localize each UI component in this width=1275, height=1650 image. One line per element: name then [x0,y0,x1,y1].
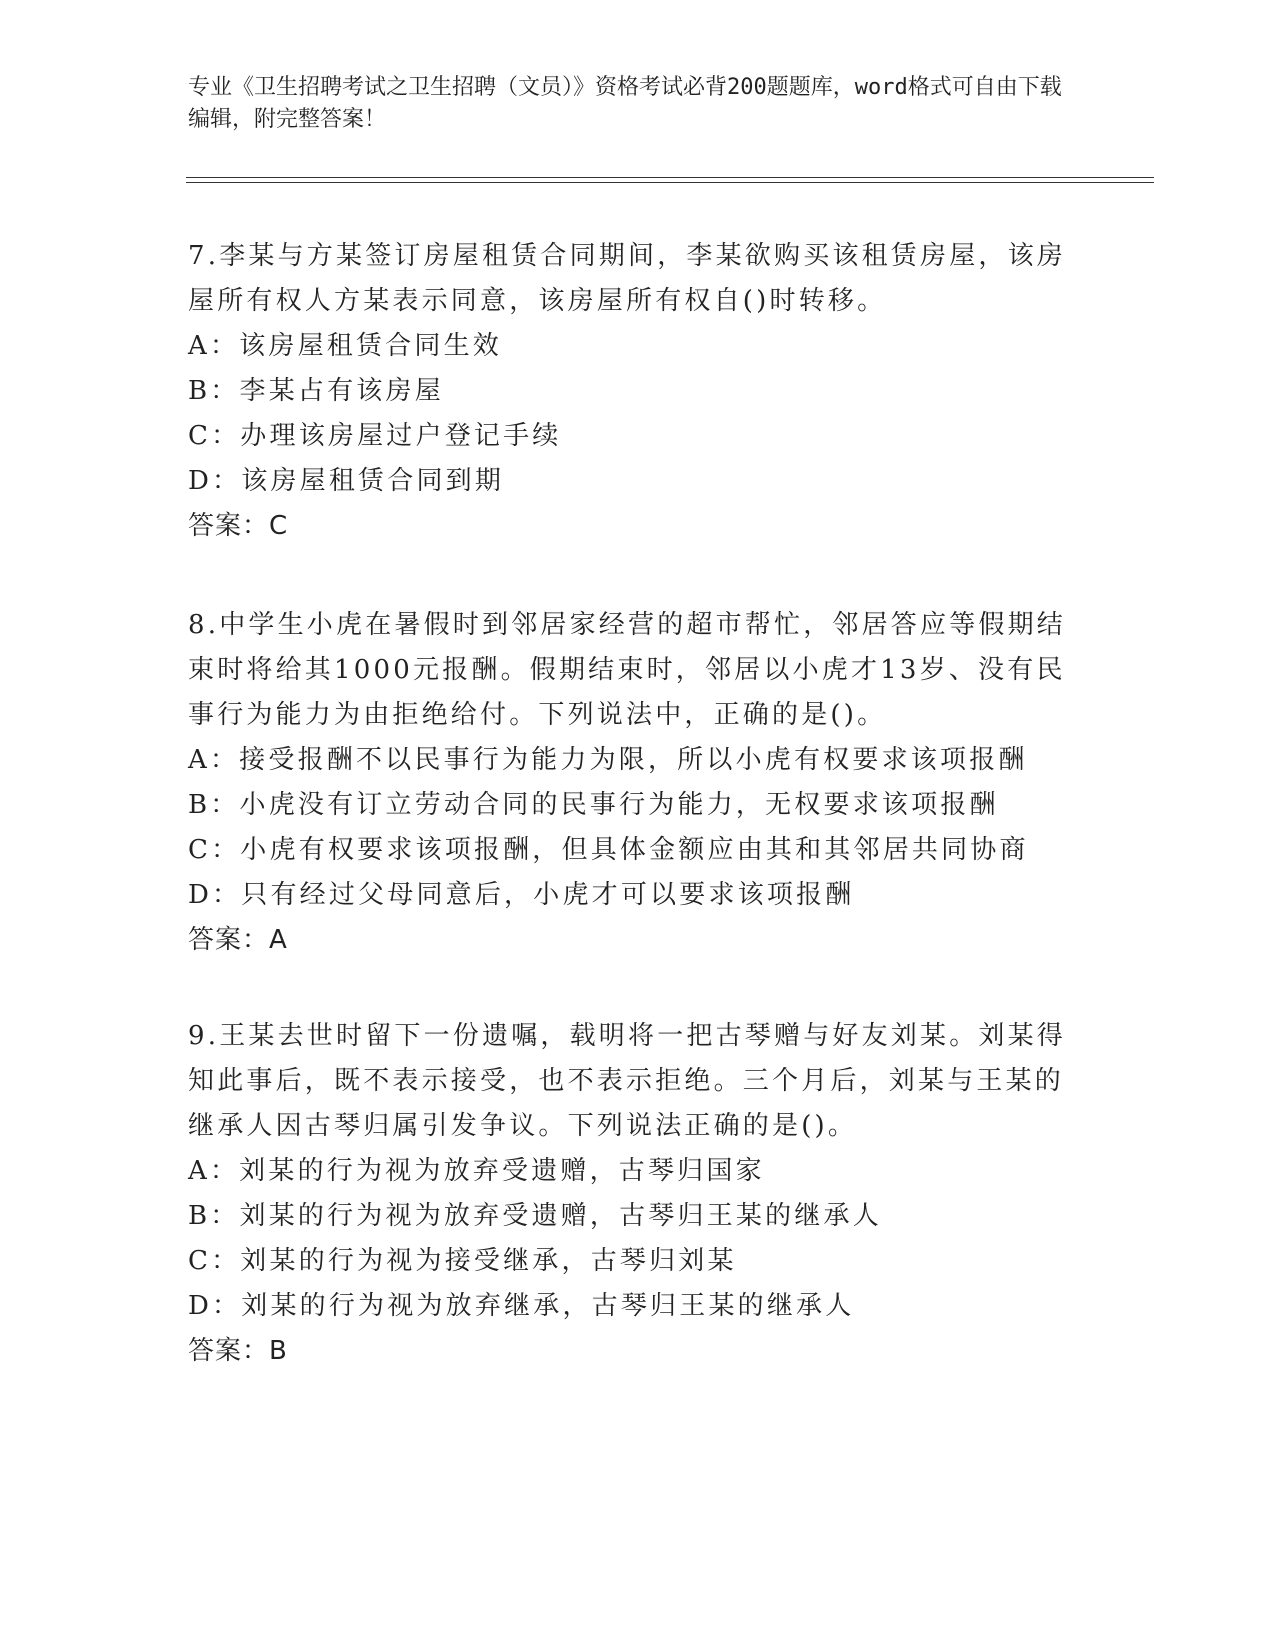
document-header: 专业《卫生招聘考试之卫生招聘（文员）》资格考试必背200题题库，word格式可自由下载编辑，附完整答案！ [188,75,1062,132]
question-stem: 8.中学生小虎在暑假时到邻居家经营的超市帮忙，邻居答应等假期结束时将给其1000元报酬。假期结束时，邻居以小虎才13岁、没有民事行为能力为由拒绝给付。下列说法中，正确的是()。 [188,610,1067,730]
answer-line: 答案：A [188,925,288,955]
question-stem: 7.李某与方某签订房屋租赁合同期间，李某欲购买该租赁房屋，该房屋所有权人方某表示同意，该房屋所有权自()时转移。 [188,241,1067,316]
header-divider-top [186,177,1154,178]
option-c: C：小虎有权要求该项报酬，但具体金额应由其和其邻居共同协商 [188,835,1029,865]
option-c: C：刘某的行为视为接受继承，古琴归刘某 [188,1246,737,1276]
option-d: D：该房屋租赁合同到期 [188,466,505,496]
option-a: A：该房屋租赁合同生效 [188,331,502,361]
option-b: B：小虎没有订立劳动合同的民事行为能力，无权要求该项报酬 [188,790,999,820]
question-stem: 9.王某去世时留下一份遗嘱，载明将一把古琴赠与好友刘某。刘某得知此事后，既不表示接受，也不表示拒绝。三个月后，刘某与王某的继承人因古琴归属引发争议。下列说法正确的是()。 [188,1021,1067,1141]
option-d: D：刘某的行为视为放弃继承，古琴归王某的继承人 [188,1291,855,1321]
question-9 [188,1014,1068,1374]
option-a: A：接受报酬不以民事行为能力为限，所以小虎有权要求该项报酬 [188,745,1028,775]
option-d: D：只有经过父母同意后，小虎才可以要求该项报酬 [188,880,855,910]
answer-line: 答案：C [188,511,289,541]
answer-line: 答案：B [188,1336,288,1366]
question-8 [188,603,1068,963]
option-b: B：刘某的行为视为放弃受遗赠，古琴归王某的继承人 [188,1201,882,1231]
option-b: B：李某占有该房屋 [188,376,444,406]
header-divider-bottom [186,182,1154,183]
option-c: C：办理该房屋过户登记手续 [188,421,562,451]
question-7 [188,234,1068,549]
option-a: A：刘某的行为视为放弃受遗赠，古琴归国家 [188,1156,765,1186]
